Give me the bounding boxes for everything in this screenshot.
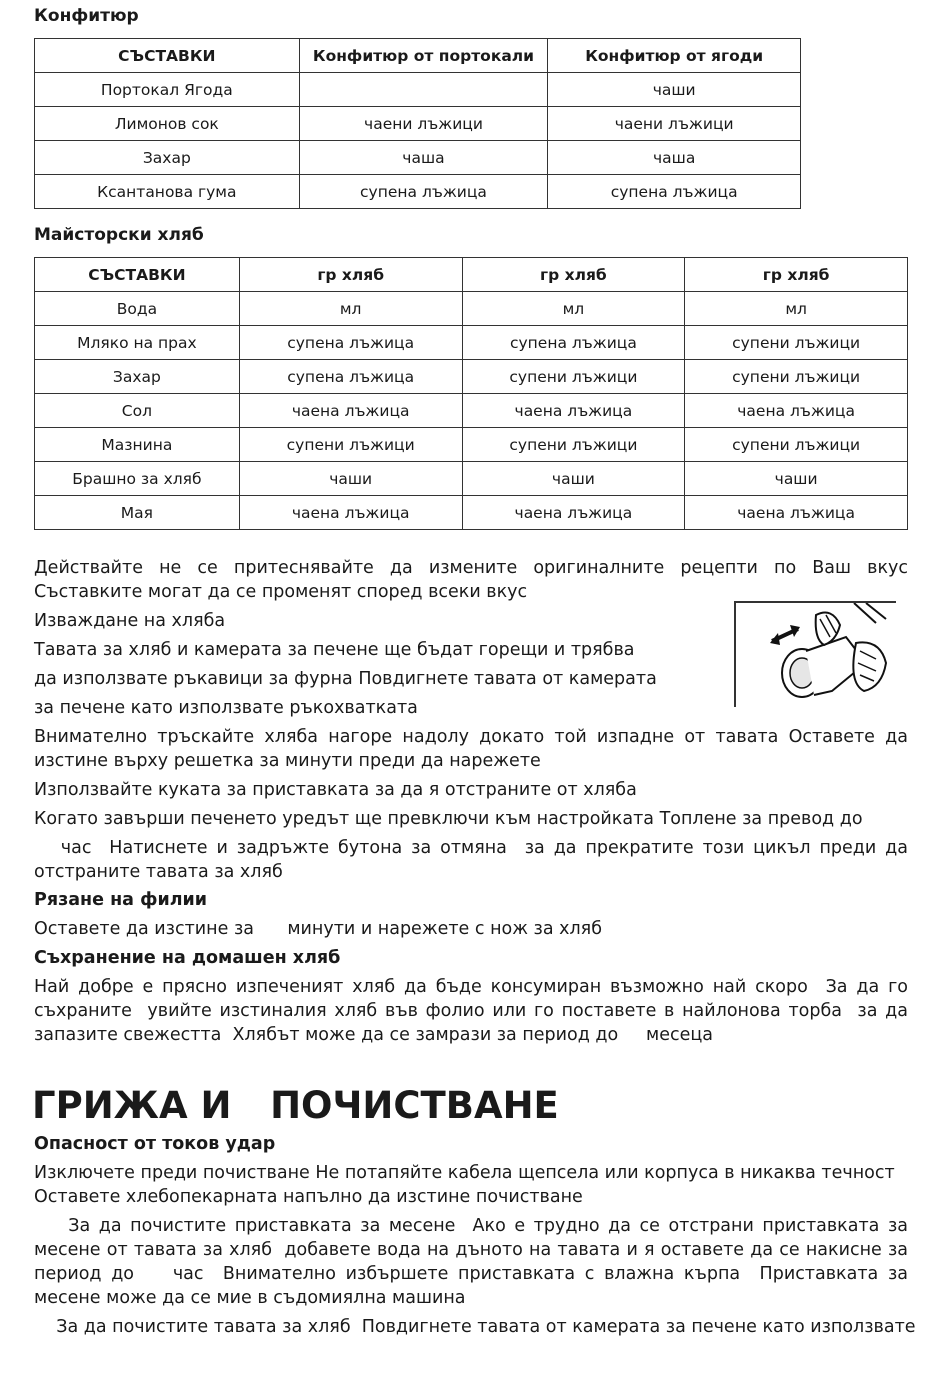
paragraph: Изключете преди почистване Не потапяйте кабела щепсела или корпуса в никаква течност [34, 1163, 895, 1183]
table-row [35, 496, 908, 530]
paragraph: За да почистите приставката за месене Ако е трудно да се отстрани приставката за месене от тавата за хляб добавете вода на дъното на тавата и я оставете да се накисне за период до час Внимателно избършете приставката с влажна кърпа Приставката за месене може да се мие в съдомиялна машина [34, 1216, 914, 1308]
jam-title: Конфитюр [34, 6, 139, 26]
table-header-cell: Конфитюр от портокали [299, 39, 548, 73]
bread-title: Майсторски хляб [34, 225, 204, 245]
table-cell: чаши [685, 462, 908, 496]
paragraph: Действайте не се притеснявайте да измените оригиналните рецепти по Ваш вкус [34, 558, 908, 578]
table-row [35, 428, 908, 462]
table-cell: чаша [299, 141, 548, 175]
table-row [35, 175, 801, 209]
paragraph: За да почистите тавата за хляб Повдигнете тавата от камерата за печене като използвате [34, 1317, 916, 1337]
table-cell: супена лъжица [299, 175, 548, 209]
table-cell: чаши [548, 73, 801, 107]
table-row [35, 73, 801, 107]
table-cell: чаша [548, 141, 801, 175]
table-cell: супени лъжици [462, 360, 685, 394]
table-cell: чаена лъжица [239, 496, 462, 530]
table-cell: Захар [35, 141, 300, 175]
paragraph: Когато завърши печенето уредът ще превключи към настройката Топлене за превод до [34, 809, 863, 829]
table-header-row [35, 39, 801, 73]
paragraph: Тавата за хляб и камерата за печене ще бъдат горещи и трябва [34, 640, 635, 660]
paragraph: Използвайте куката за приставката за да я отстраните от хляба [34, 780, 637, 800]
table-header-row [35, 258, 908, 292]
table-header-cell: гр хляб [685, 258, 908, 292]
table-row [35, 394, 908, 428]
table-cell: чаени лъжици [299, 107, 548, 141]
table-cell: супени лъжици [685, 428, 908, 462]
table-cell: чаена лъжица [685, 496, 908, 530]
paragraph: Оставете хлебопекарната напълно да изстине почистване [34, 1187, 583, 1207]
table-cell [299, 73, 548, 107]
table-cell: мл [239, 292, 462, 326]
table-cell: Брашно за хляб [35, 462, 240, 496]
table-cell: Захар [35, 360, 240, 394]
table-cell: Вода [35, 292, 240, 326]
section-heading: Рязане на филии [34, 890, 208, 910]
table-cell: Мазнина [35, 428, 240, 462]
page-title: ГРИЖА И ПОЧИСТВАНЕ [32, 1084, 559, 1127]
table-cell: чаши [239, 462, 462, 496]
table-cell: Портокал Ягода [35, 73, 300, 107]
table-cell: супени лъжици [685, 360, 908, 394]
table-cell: Мляко на прах [35, 326, 240, 360]
paragraph: Най добре е прясно изпеченият хляб да бъде консумиран възможно най скоро За да го съхраните увийте изстиналия хляб във фолио или го поставете в найлонова торба за да запазите свежестта Хлябът може да се замрази за период до месеца [34, 977, 914, 1045]
table-row [35, 107, 801, 141]
table-header-cell: Конфитюр от ягоди [548, 39, 801, 73]
paragraph: час Натиснете и задръжте бутона за отмяна за да прекратите този цикъл преди да отстраните тавата за хляб [34, 838, 914, 882]
table-cell: супени лъжици [239, 428, 462, 462]
table-row [35, 462, 908, 496]
jam-table [34, 38, 801, 209]
paragraph: Оставете да изстине за минути и нарежете с нож за хляб [34, 919, 602, 939]
table-cell: чаши [462, 462, 685, 496]
table-cell: чаена лъжица [239, 394, 462, 428]
bread-table [34, 257, 908, 530]
table-cell: чаена лъжица [462, 496, 685, 530]
section-heading: Изваждане на хляба [34, 611, 226, 631]
table-row [35, 326, 908, 360]
section-heading: Съхранение на домашен хляб [34, 948, 341, 968]
table-cell: чаена лъжица [462, 394, 685, 428]
table-cell: супени лъжици [462, 428, 685, 462]
table-header-cell: СЪСТАВКИ [35, 258, 240, 292]
paragraph: да използвате ръкавици за фурна Повдигнете тавата от камерата [34, 669, 657, 689]
table-row [35, 292, 908, 326]
paragraph: Внимателно тръскайте хляба нагоре надолу докато той изпадне от тавата Оставете да изстине върху решетка за минути преди да нарежете [34, 727, 908, 771]
table-cell: Мая [35, 496, 240, 530]
table-header-cell: СЪСТАВКИ [35, 39, 300, 73]
table-cell: чаени лъжици [548, 107, 801, 141]
table-header-cell: гр хляб [239, 258, 462, 292]
table-cell: супена лъжица [239, 360, 462, 394]
table-cell: Сол [35, 394, 240, 428]
bread-pan-shake-icon [734, 601, 896, 707]
table-row [35, 360, 908, 394]
table-cell: супени лъжици [685, 326, 908, 360]
table-cell: Лимонов сок [35, 107, 300, 141]
paragraph: за печене като използвате ръкохватката [34, 698, 418, 718]
table-cell: мл [462, 292, 685, 326]
table-row [35, 141, 801, 175]
paragraph: Съставките могат да се променят според всеки вкус [34, 582, 528, 602]
table-cell: Ксантанова гума [35, 175, 300, 209]
table-cell: супена лъжица [548, 175, 801, 209]
table-cell: мл [685, 292, 908, 326]
table-header-cell: гр хляб [462, 258, 685, 292]
table-cell: супена лъжица [239, 326, 462, 360]
table-cell: чаена лъжица [685, 394, 908, 428]
table-cell: супена лъжица [462, 326, 685, 360]
section-heading: Опасност от токов удар [34, 1134, 276, 1154]
